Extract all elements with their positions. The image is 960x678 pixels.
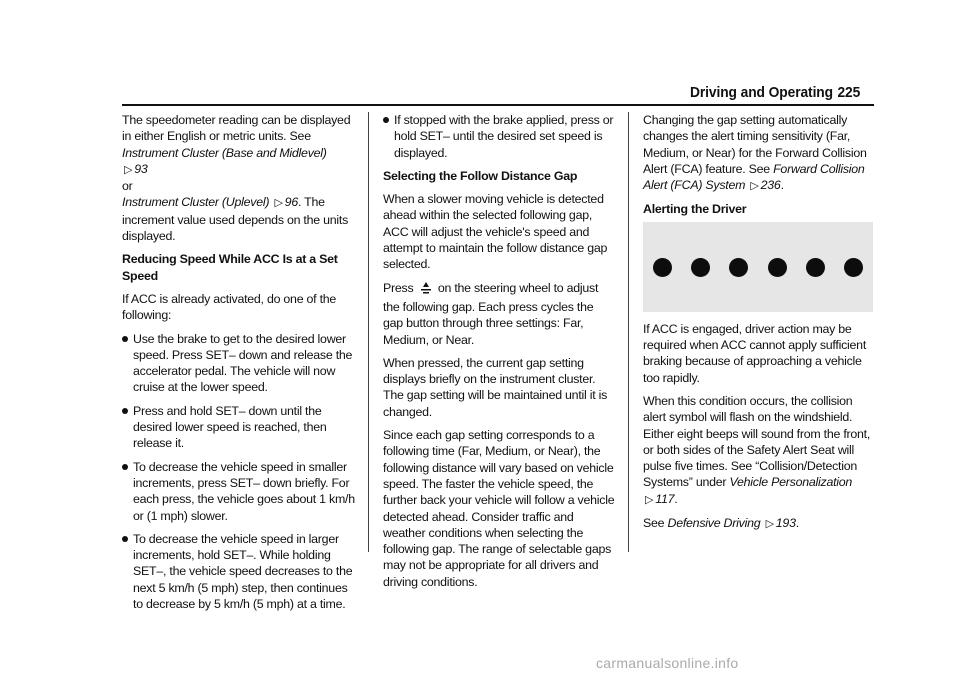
defensive-driving-paragraph: See Defensive Driving ▷ 193. (643, 516, 799, 531)
column-divider (628, 112, 629, 552)
link-page-193[interactable]: 193 (775, 516, 796, 531)
follow-gap-icon (419, 281, 433, 299)
collision-alert-dots-icon (653, 258, 863, 278)
paragraph-gap-button (383, 280, 616, 348)
page-reference-arrow-icon: ▷ (124, 163, 133, 176)
page-reference-arrow-icon: ▷ (765, 518, 774, 531)
list-item: Use the brake to get to the desired lower speed. Press SET– down and release the accelerator pedal. The vehicle will now cruise at the lower speed. (122, 331, 355, 396)
list-item: If stopped with the brake applied, press or hold SET– until the desired set speed is displayed. (383, 112, 616, 161)
page-number: 225 (837, 84, 861, 101)
alert-dot (806, 258, 825, 277)
list-item: Press and hold SET– down until the desired lower speed is reached, then release it. (122, 403, 355, 452)
paragraph: Since each gap setting corresponds to a following time (Far, Medium, or Near), the following distance will vary based on vehicle speed. The faster the vehicle speed, the further back your vehicle will follow a vehicle detected ahead. Consider traffic and weather conditions when selecting the following gap. The range of selectable gaps may not be appropriate for all drivers and driving conditions. (383, 428, 615, 589)
collision-alert-illustration (643, 222, 873, 312)
speedometer-paragraph (122, 112, 355, 244)
link-instrument-cluster-base[interactable]: Instrument Cluster (Base and Midlevel) (122, 145, 327, 160)
paragraph: When pressed, the current gap setting displays briefly on the instrument cluster. The gap setting will be maintained until it is changed. (383, 355, 608, 419)
paragraph: When a slower moving vehicle is detected ahead within the selected following gap, ACC will adjust the vehicle's speed and attempt to maintain the follow distance gap selected. (383, 192, 608, 272)
link-page-236[interactable]: 236 (760, 178, 781, 193)
gap-alert-paragraph: Changing the gap setting automatically changes the alert timing sensitivity (Far, Medium, or Near) for the Forward Collision Alert (FCA) feature. See Forward Collision Alert (FCA) System ▷ 236. (643, 113, 867, 193)
alert-dot (729, 258, 748, 277)
press-text: Press (383, 280, 414, 295)
column-right (643, 112, 876, 539)
page-header (690, 84, 860, 101)
alert-dot (844, 258, 863, 277)
column-middle (383, 112, 616, 597)
alert-dot (768, 258, 787, 277)
heading-alerting-driver: Alerting the Driver (643, 202, 747, 217)
intro-text: The speedometer reading can be displayed in either English or metric units. See (122, 113, 351, 144)
page-reference-arrow-icon: ▷ (274, 197, 283, 210)
list-item: To decrease the vehicle speed in smaller increments, press SET– down briefly. For each press, the vehicle goes about 1 km/h or (1 mph) slower. (122, 459, 355, 524)
list-item: To decrease the vehicle speed in larger increments, hold SET–. While holding SET–, the vehicle speed decreases to the next 5 km/h (5 mph) step, then continues to decrease by 5 km/h (5 mph) at a time. (122, 531, 355, 612)
gap-cycle-text: on the steering wheel to adjust the following gap. Each press cycles the gap button through three settings: Far, Medium, or Near. (383, 280, 599, 347)
column-left (122, 112, 355, 619)
link-instrument-cluster-uplevel[interactable]: Instrument Cluster (Uplevel) (122, 195, 270, 210)
header-rule (122, 104, 874, 106)
alert-dot (691, 258, 710, 277)
lead-text: If ACC is already activated, do one of the following: (122, 291, 337, 323)
page-reference-arrow-icon: ▷ (750, 180, 759, 193)
units-text: . The increment value used depends on the units displayed. (122, 195, 349, 244)
link-page-96[interactable]: 96 (284, 195, 298, 210)
link-defensive-driving[interactable]: Defensive Driving (667, 516, 761, 531)
watermark: carmanualsonline.info (596, 655, 739, 671)
paragraph: If ACC is engaged, driver action may be required when ACC cannot apply sufficient braking because of approaching a vehicle too rapidly. (643, 321, 867, 385)
column-divider (368, 112, 369, 552)
link-vehicle-personalization[interactable]: Vehicle Personalization (729, 475, 853, 490)
alert-dot (653, 258, 672, 277)
gap-alert-text: Changing the gap setting automatically changes the alert timing sensitivity (Far, Medium, or Near) for the Forward Collision Alert (FCA) feature. See (643, 113, 867, 176)
link-page-93[interactable]: 93 (134, 161, 148, 176)
see-text: See (643, 516, 665, 531)
heading-follow-distance: Selecting the Follow Distance Gap (383, 168, 578, 183)
page-reference-arrow-icon: ▷ (645, 493, 654, 506)
collision-alert-paragraph: When this condition occurs, the collision alert symbol will flash on the windshield. Either eight beeps will sound from the front, or both sides of the Safety Alert Seat will pulse five times. See “Collision/Detection Systems” under Vehicle Personalization ▷ 117. (643, 393, 871, 506)
section-title: Driving and Operating (690, 84, 833, 101)
collision-alert-text: When this condition occurs, the collision alert symbol will flash on the windshield. Either eight beeps will sound from the front, or both sides of the Safety Alert Seat will pulse five times. See “Collision/Detection Systems” under (643, 393, 871, 490)
link-forward-collision-alert[interactable]: Forward Collision Alert (FCA) System (643, 161, 865, 193)
or-text: or (122, 179, 133, 194)
heading-reducing-speed: Reducing Speed While ACC Is at a Set Speed (122, 252, 338, 283)
link-page-117[interactable]: 117 (655, 491, 675, 506)
